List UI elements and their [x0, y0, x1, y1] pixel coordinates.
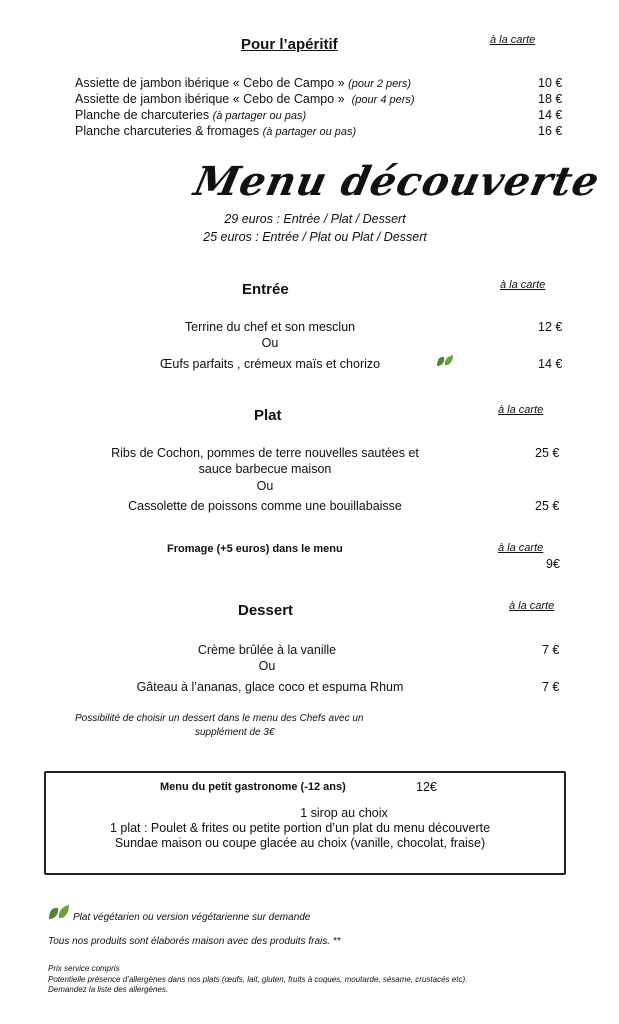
kids-menu-line-2: 1 plat : Poulet & frites ou petite portion d’un plat du menu découverte [109, 821, 491, 835]
entree-item-2: Œufs parfaits , crémeux maïs et chorizo [159, 357, 381, 371]
plat-item-2-price: 25 € [535, 499, 560, 513]
plat-item-1-line-1: Ribs de Cochon, pommes de terre nouvelles sautées et [111, 446, 419, 460]
footer-allergens-line-1: Potentielle présence d’allergènes dans nos plats (œufs, lait, gluten, fruits à coques, moutarde, sésame, crustacés etc). [48, 975, 468, 984]
aperitif-a-la-carte: à la carte [490, 34, 536, 46]
fromage-label: Fromage (+5 euros) dans le menu [167, 543, 343, 555]
footer-vegetarian-note: Plat végétarien ou version végétarienne sur demande [73, 912, 311, 923]
plat-item-1-price: 25 € [535, 446, 560, 460]
entree-title: Entrée [242, 281, 289, 298]
entree-a-la-carte: à la carte [500, 279, 546, 291]
kids-menu-line-3: Sundae maison ou coupe glacée au choix (vanille, chocolat, fraise) [114, 836, 486, 850]
entree-or: Ou [261, 336, 279, 350]
kids-menu-price: 12€ [416, 780, 437, 794]
dessert-note-line-1: Possibilité de choisir un dessert dans le menu des Chefs avec un [75, 713, 364, 724]
dessert-item-1-price: 7 € [542, 643, 560, 657]
plat-item-1-line-2: sauce barbecue maison [198, 462, 332, 476]
dessert-a-la-carte: à la carte [509, 600, 555, 612]
menu-formula-1: 29 euros : Entrée / Plat / Dessert [224, 212, 406, 226]
aperitif-item-4: Planche charcuteries & fromages (à partager ou pas) [75, 124, 357, 138]
aperitif-item-1: Assiette de jambon ibérique « Cebo de Campo » (pour 2 pers) [75, 76, 412, 90]
fromage-a-la-carte: à la carte [498, 542, 544, 554]
menu-formula-2: 25 euros : Entrée / Plat ou Plat / Dessert [203, 230, 427, 244]
dessert-title: Dessert [238, 602, 294, 619]
dessert-or: Ou [258, 659, 276, 673]
footer-allergens-line-2: Demandez la liste des allergènes. [48, 985, 169, 994]
aperitif-item-4-price: 16 € [538, 124, 563, 138]
aperitif-item-3-price: 14 € [538, 108, 563, 122]
kids-menu-title: Menu du petit gastronome (-12 ans) [160, 781, 346, 793]
plat-or: Ou [256, 479, 274, 493]
plat-a-la-carte: à la carte [498, 404, 544, 416]
plat-item-2: Cassolette de poissons comme une bouillabaisse [128, 499, 402, 513]
entree-item-1-price: 12 € [538, 320, 563, 334]
aperitif-item-1-price: 10 € [538, 76, 563, 90]
plat-title: Plat [254, 407, 282, 424]
leaf-icon [48, 904, 70, 920]
aperitif-item-3: Planche de charcuteries (à partager ou pas) [75, 108, 307, 122]
dessert-note-line-2: supplément de 3€ [195, 727, 275, 738]
aperitif-item-2: Assiette de jambon ibérique « Cebo de Campo » (pour 4 pers) [75, 92, 415, 106]
aperitif-item-2-price: 18 € [538, 92, 563, 106]
footer-homemade-note: Tous nos produits sont élaborés maison avec des produits frais. ** [48, 936, 341, 947]
dessert-item-1: Crème brûlée à la vanille [197, 643, 337, 657]
kids-menu-line-1: 1 sirop au choix [300, 806, 388, 820]
entree-item-2-price: 14 € [538, 357, 563, 371]
leaf-icon [436, 354, 454, 367]
footer-service-note: Prix service compris [48, 964, 120, 973]
dessert-item-2: Gâteau à l’ananas, glace coco et espuma Rhum [136, 680, 404, 694]
aperitif-title: Pour l’apéritif [241, 36, 338, 53]
menu-title: Menu découverte [190, 158, 605, 205]
entree-item-1: Terrine du chef et son mesclun [184, 320, 356, 334]
dessert-item-2-price: 7 € [542, 680, 560, 694]
fromage-price: 9€ [546, 557, 560, 571]
